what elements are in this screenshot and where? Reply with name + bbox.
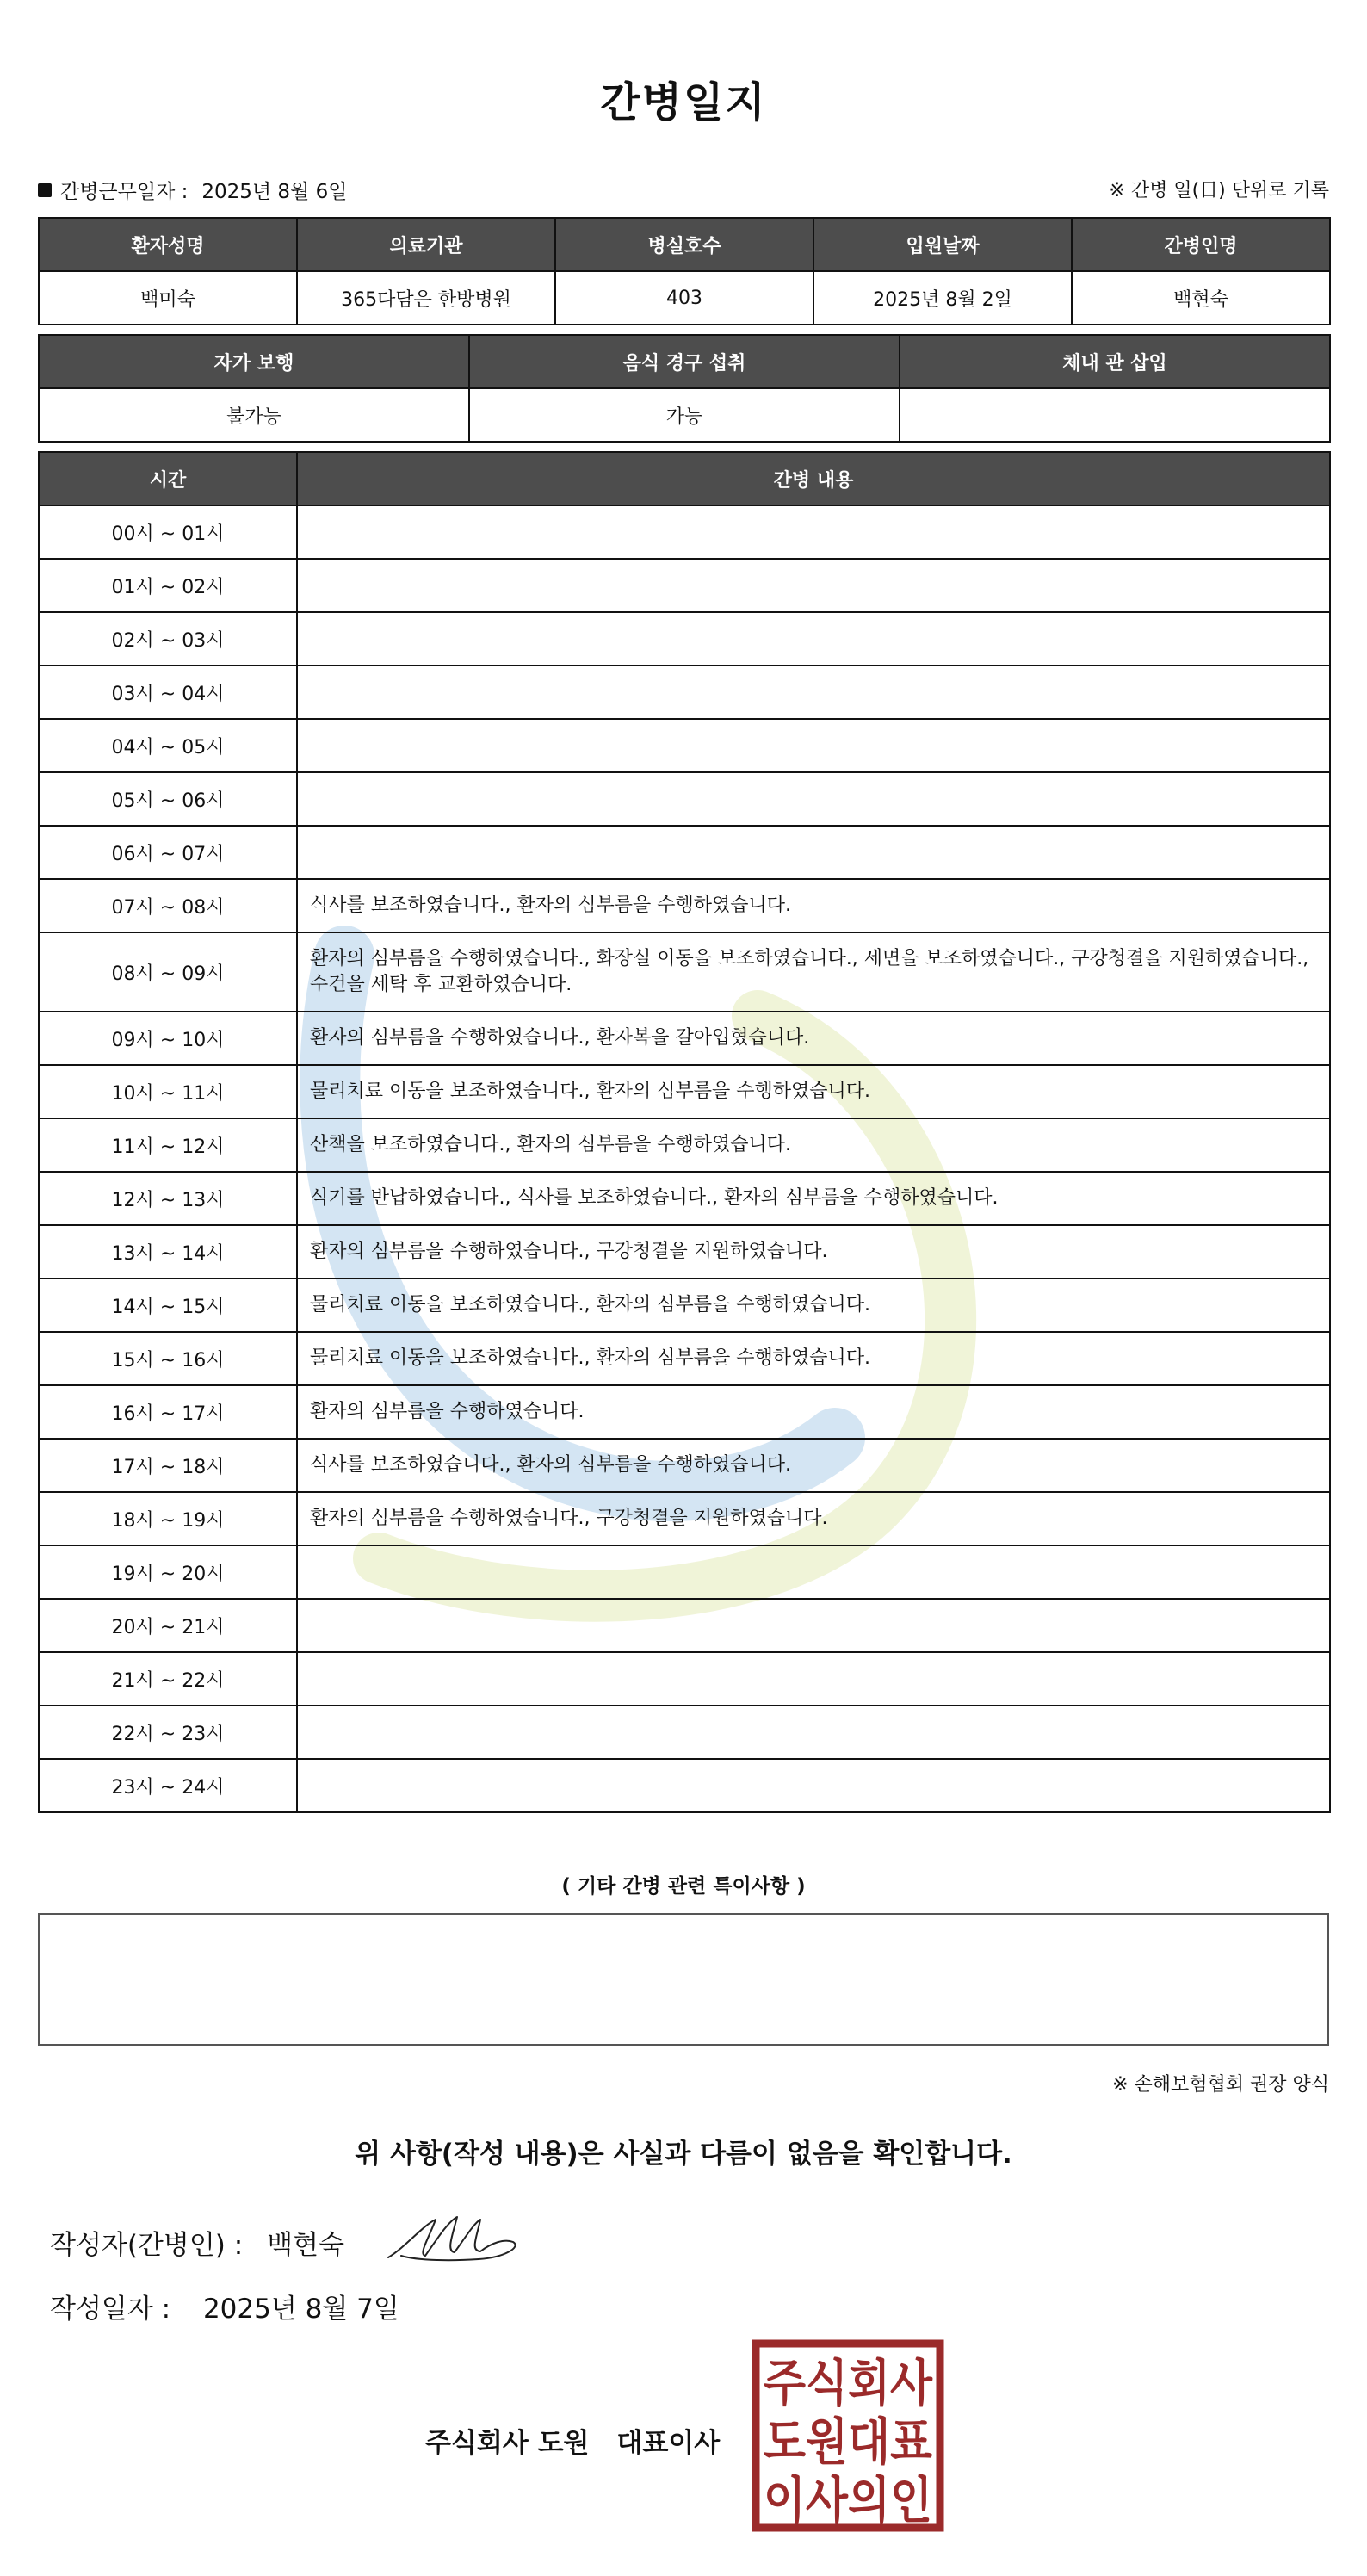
log-time-cell: 23시 ~ 24시 — [39, 1759, 297, 1812]
log-content-cell: 환자의 심부름을 수행하였습니다., 화장실 이동을 보조하였습니다., 세면을 보조하였습니다., 구강청결을 지원하였습니다., 수건을 세탁 후 교환하였습니다. — [297, 932, 1330, 1012]
log-time-cell: 13시 ~ 14시 — [39, 1225, 297, 1279]
log-time-cell: 06시 ~ 07시 — [39, 826, 297, 879]
admission-date-value: 2025년 8월 2일 — [813, 271, 1072, 325]
log-time-cell: 14시 ~ 15시 — [39, 1279, 297, 1332]
svg-text:이사의인: 이사의인 — [764, 2471, 932, 2530]
log-row — [39, 505, 1330, 559]
handwritten-signature — [384, 2204, 539, 2273]
log-content-cell: 환자의 심부름을 수행하였습니다., 구강청결을 지원하였습니다. — [297, 1225, 1330, 1279]
log-time-cell: 09시 ~ 10시 — [39, 1012, 297, 1065]
log-time-cell: 10시 ~ 11시 — [39, 1065, 297, 1118]
header-admission-date: 입원날짜 — [813, 218, 1072, 271]
self-walking-value: 불가능 — [39, 388, 469, 442]
remarks-box — [38, 1913, 1329, 2046]
log-row — [39, 1012, 1330, 1065]
caregiver-name-value: 백현숙 — [1072, 271, 1330, 325]
log-body — [39, 505, 1330, 1812]
log-time-cell: 01시 ~ 02시 — [39, 559, 297, 612]
log-row — [39, 559, 1330, 612]
log-row — [39, 1385, 1330, 1439]
log-time-cell: 22시 ~ 23시 — [39, 1706, 297, 1759]
svg-text:주식회사: 주식회사 — [764, 2354, 933, 2412]
log-content-cell — [297, 505, 1330, 559]
log-time-cell: 05시 ~ 06시 — [39, 772, 297, 826]
log-row — [39, 1545, 1330, 1599]
bullet-square-icon — [38, 183, 52, 197]
log-time-cell: 03시 ~ 04시 — [39, 666, 297, 719]
log-row — [39, 1706, 1330, 1759]
log-content-cell: 환자의 심부름을 수행하였습니다., 환자복을 갈아입혔습니다. — [297, 1012, 1330, 1065]
work-date-value: 2025년 8월 6일 — [201, 181, 348, 203]
log-content-cell — [297, 719, 1330, 772]
patient-info-header-row — [39, 218, 1330, 271]
work-date-label: 간병근무일자 : — [60, 181, 189, 203]
header-room: 병실호수 — [555, 218, 813, 271]
hourly-care-log-table — [38, 451, 1331, 1813]
log-row — [39, 1599, 1330, 1652]
header-hospital: 의료기관 — [297, 218, 555, 271]
header-self-walking: 자가 보행 — [39, 335, 469, 388]
log-row — [39, 932, 1330, 1012]
company-line — [425, 2421, 720, 2460]
log-row — [39, 826, 1330, 879]
patient-name-value: 백미숙 — [39, 271, 297, 325]
patient-status-table — [38, 334, 1331, 443]
log-row — [39, 1279, 1330, 1332]
log-time-cell: 18시 ~ 19시 — [39, 1492, 297, 1545]
log-content-cell — [297, 666, 1330, 719]
written-date-value: 2025년 8월 7일 — [202, 2294, 399, 2325]
log-content-cell — [297, 1706, 1330, 1759]
log-time-cell: 04시 ~ 05시 — [39, 719, 297, 772]
log-content-cell — [297, 772, 1330, 826]
log-content-cell: 물리치료 이동을 보조하였습니다., 환자의 심부름을 수행하였습니다. — [297, 1279, 1330, 1332]
log-row — [39, 1759, 1330, 1812]
header-caregiver-name: 간병인명 — [1072, 218, 1330, 271]
log-time-cell: 15시 ~ 16시 — [39, 1332, 297, 1385]
log-content-cell: 산책을 보조하였습니다., 환자의 심부름을 수행하였습니다. — [297, 1118, 1330, 1172]
log-row — [39, 612, 1330, 666]
log-row — [39, 1492, 1330, 1545]
author-value: 백현숙 — [267, 2230, 345, 2261]
log-row — [39, 772, 1330, 826]
log-content-cell — [297, 1652, 1330, 1706]
log-content-cell — [297, 1599, 1330, 1652]
log-time-cell: 07시 ~ 08시 — [39, 879, 297, 932]
room-value: 403 — [555, 271, 813, 325]
log-time-cell: 19시 ~ 20시 — [39, 1545, 297, 1599]
log-content-cell — [297, 826, 1330, 879]
log-time-cell: 21시 ~ 22시 — [39, 1652, 297, 1706]
author-label: 작성자(간병인) : — [50, 2230, 244, 2261]
log-row — [39, 1172, 1330, 1225]
log-row — [39, 1439, 1330, 1492]
log-row — [39, 719, 1330, 772]
record-note: ※ 간병 일(日) 단위로 기록 — [1109, 180, 1329, 201]
company-name: 주식회사 도원 — [425, 2428, 590, 2459]
log-content-cell: 환자의 심부름을 수행하였습니다., 구강청결을 지원하였습니다. — [297, 1492, 1330, 1545]
log-time-cell: 16시 ~ 17시 — [39, 1385, 297, 1439]
log-content-cell — [297, 1759, 1330, 1812]
work-date — [38, 176, 347, 204]
recommendation-note: ※ 손해보험협회 권장 양식 — [1112, 2074, 1329, 2096]
confirmation-statement: 위 사항(작성 내용)은 사실과 다름이 없음을 확인합니다. — [355, 2139, 1012, 2170]
log-time-cell: 17시 ~ 18시 — [39, 1439, 297, 1492]
log-row — [39, 1225, 1330, 1279]
tube-insertion-value — [900, 388, 1330, 442]
header-patient-name: 환자성명 — [39, 218, 297, 271]
log-content-cell: 환자의 심부름을 수행하였습니다. — [297, 1385, 1330, 1439]
log-content-cell: 식사를 보조하였습니다., 환자의 심부름을 수행하였습니다. — [297, 1439, 1330, 1492]
patient-info-value-row — [39, 271, 1330, 325]
company-seal-stamp — [751, 2338, 945, 2533]
log-header-row — [39, 452, 1330, 505]
log-row — [39, 666, 1330, 719]
log-time-cell: 20시 ~ 21시 — [39, 1599, 297, 1652]
header-care-content: 간병 내용 — [297, 452, 1330, 505]
written-date-line — [50, 2287, 399, 2325]
log-time-cell: 12시 ~ 13시 — [39, 1172, 297, 1225]
oral-intake-value: 가능 — [469, 388, 900, 442]
status-value-row — [39, 388, 1330, 442]
author-line — [50, 2223, 344, 2262]
log-row — [39, 1065, 1330, 1118]
patient-info-table — [38, 217, 1331, 325]
log-time-cell: 00시 ~ 01시 — [39, 505, 297, 559]
header-tube-insertion: 체내 관 삽입 — [900, 335, 1330, 388]
log-content-cell: 물리치료 이동을 보조하였습니다., 환자의 심부름을 수행하였습니다. — [297, 1332, 1330, 1385]
log-time-cell: 11시 ~ 12시 — [39, 1118, 297, 1172]
log-content-cell — [297, 612, 1330, 666]
log-time-cell: 02시 ~ 03시 — [39, 612, 297, 666]
svg-text:도원대표: 도원대표 — [764, 2412, 932, 2471]
log-row — [39, 1118, 1330, 1172]
status-header-row — [39, 335, 1330, 388]
hospital-value: 365다담은 한방병원 — [297, 271, 555, 325]
log-content-cell: 물리치료 이동을 보조하였습니다., 환자의 심부름을 수행하였습니다. — [297, 1065, 1330, 1118]
log-row — [39, 1332, 1330, 1385]
log-row — [39, 1652, 1330, 1706]
log-content-cell — [297, 1545, 1330, 1599]
log-content-cell — [297, 559, 1330, 612]
log-content-cell: 식사를 보조하였습니다., 환자의 심부름을 수행하였습니다. — [297, 879, 1330, 932]
written-date-label: 작성일자 : — [50, 2294, 171, 2325]
log-time-cell: 08시 ~ 09시 — [39, 932, 297, 1012]
company-rep-title: 대표이사 — [616, 2428, 721, 2459]
header-oral-intake: 음식 경구 섭취 — [469, 335, 900, 388]
page-title: 간병일지 — [600, 78, 767, 127]
log-row — [39, 879, 1330, 932]
header-time: 시간 — [39, 452, 297, 505]
remarks-title: ( 기타 간병 관련 특이사항 ) — [561, 1875, 806, 1898]
log-content-cell: 식기를 반납하였습니다., 식사를 보조하였습니다., 환자의 심부름을 수행하였습니다. — [297, 1172, 1330, 1225]
